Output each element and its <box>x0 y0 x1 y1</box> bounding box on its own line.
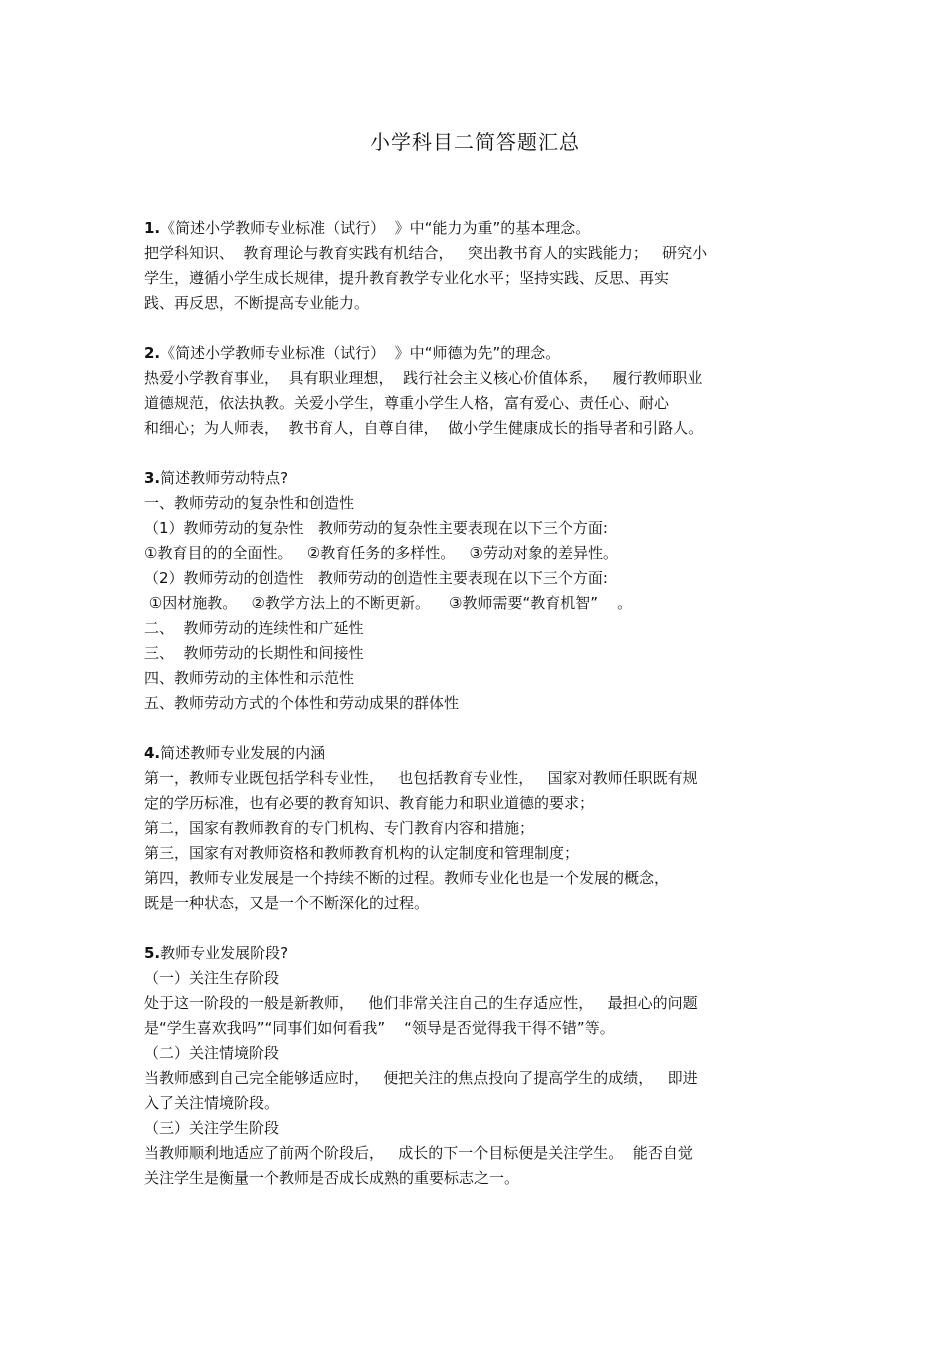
paragraph-line: （三）关注学生阶段 <box>144 1119 280 1137</box>
paragraph-line: 既是一种状态，又是一个不断深化的过程。 <box>144 894 430 912</box>
section-heading-text: 《简述小学教师专业标准（试行） 》中“能力为重”的基本理念。 <box>160 219 591 237</box>
paragraph-line: 和细心；为人师表， 教书育人，自尊自律， 做小学生健康成长的指导者和引路人。 <box>144 419 704 437</box>
paragraph-line: 热爱小学教育事业， 具有职业理想， 践行社会主义核心价值体系， 履行教师职业 <box>144 369 703 387</box>
paragraph-line: ①因材施教。 ②教学方法上的不断更新。 ③教师需要“教育机智” 。 <box>144 594 633 612</box>
paragraph-line: 一、教师劳动的复杂性和创造性 <box>144 494 355 512</box>
paragraph-line: 是“学生喜欢我吗”“同事们如何看我” “领导是否觉得我干得不错”等。 <box>144 1019 615 1037</box>
section-1 <box>144 216 824 316</box>
paragraph-line: （二）关注情境阶段 <box>144 1044 280 1062</box>
section-heading <box>144 466 824 491</box>
paragraph-line: 入了关注情境阶段。 <box>144 1094 280 1112</box>
section-number: 1. <box>144 219 161 237</box>
section-5 <box>144 941 824 1191</box>
section-heading <box>144 941 824 966</box>
paragraph-line: 第三，国家有对教师资格和教师教育机构的认定制度和管理制度； <box>144 844 580 862</box>
paragraph-line: （2）教师劳动的创造性 教师劳动的创造性主要表现在以下三个方面: <box>144 569 608 587</box>
paragraph-line: 第二，国家有教师教育的专门机构、专门教育内容和措施； <box>144 819 535 837</box>
section-heading-text: 简述教师劳动特点? <box>160 469 289 487</box>
section-3 <box>144 466 824 716</box>
paragraph-line: 道德规范，依法执教。关爱小学生，尊重小学生人格，富有爱心、责任心、耐心 <box>144 394 670 412</box>
paragraph-line: （一）关注生存阶段 <box>144 969 280 987</box>
section-number: 4. <box>144 744 161 762</box>
section-2 <box>144 341 824 441</box>
section-4 <box>144 741 824 916</box>
section-heading-text: 教师专业发展阶段? <box>160 944 289 962</box>
paragraph-line: （1）教师劳动的复杂性 教师劳动的复杂性主要表现在以下三个方面: <box>144 519 608 537</box>
paragraph-line: 把学科知识、 教育理论与教育实践有机结合， 突出教书育人的实践能力； 研究小 <box>144 244 708 262</box>
section-heading <box>144 341 824 366</box>
section-heading-text: 《简述小学教师专业标准（试行） 》中“师德为先”的理念。 <box>160 344 561 362</box>
section-number: 3. <box>144 469 161 487</box>
paragraph-line: 关注学生是衡量一个教师是否成长成熟的重要标志之一。 <box>144 1169 520 1187</box>
page-title: 小学科目二简答题汇总 <box>370 130 580 154</box>
paragraph-line: 学生，遵循小学生成长规律，提升教育教学专业化水平；坚持实践、反思、再实 <box>144 269 670 287</box>
paragraph-line: 四、教师劳动的主体性和示范性 <box>144 669 355 687</box>
paragraph-line: 处于这一阶段的一般是新教师， 他们非常关注自己的生存适应性， 最担心的问题 <box>144 994 698 1012</box>
paragraph-line: 第四，教师专业发展是一个持续不断的过程。教师专业化也是一个发展的概念， <box>144 869 670 887</box>
section-number: 5. <box>144 944 161 962</box>
paragraph-line: 当教师感到自己完全能够适应时， 便把关注的焦点投向了提高学生的成绩， 即进 <box>144 1069 698 1087</box>
document-body <box>144 216 824 1191</box>
paragraph-line: 三、 教师劳动的长期性和间接性 <box>144 644 364 662</box>
section-heading <box>144 741 824 766</box>
section-heading <box>144 216 824 241</box>
paragraph-line: 践、再反思，不断提高专业能力。 <box>144 294 370 312</box>
paragraph-line: 二、 教师劳动的连续性和广延性 <box>144 619 364 637</box>
section-heading-text: 简述教师专业发展的内涵 <box>160 744 326 762</box>
paragraph-line: 第一，教师专业既包括学科专业性， 也包括教育专业性， 国家对教师任职既有规 <box>144 769 698 787</box>
section-number: 2. <box>144 344 161 362</box>
paragraph-line: ①教育目的的全面性。 ②教育任务的多样性。 ③劳动对象的差异性。 <box>144 544 618 562</box>
paragraph-line: 定的学历标准，也有必要的教育知识、教育能力和职业道德的要求； <box>144 794 595 812</box>
paragraph-line: 当教师顺利地适应了前两个阶段后， 成长的下一个目标便是关注学生。 能否自觉 <box>144 1144 693 1162</box>
paragraph-line: 五、教师劳动方式的个体性和劳动成果的群体性 <box>144 694 460 712</box>
